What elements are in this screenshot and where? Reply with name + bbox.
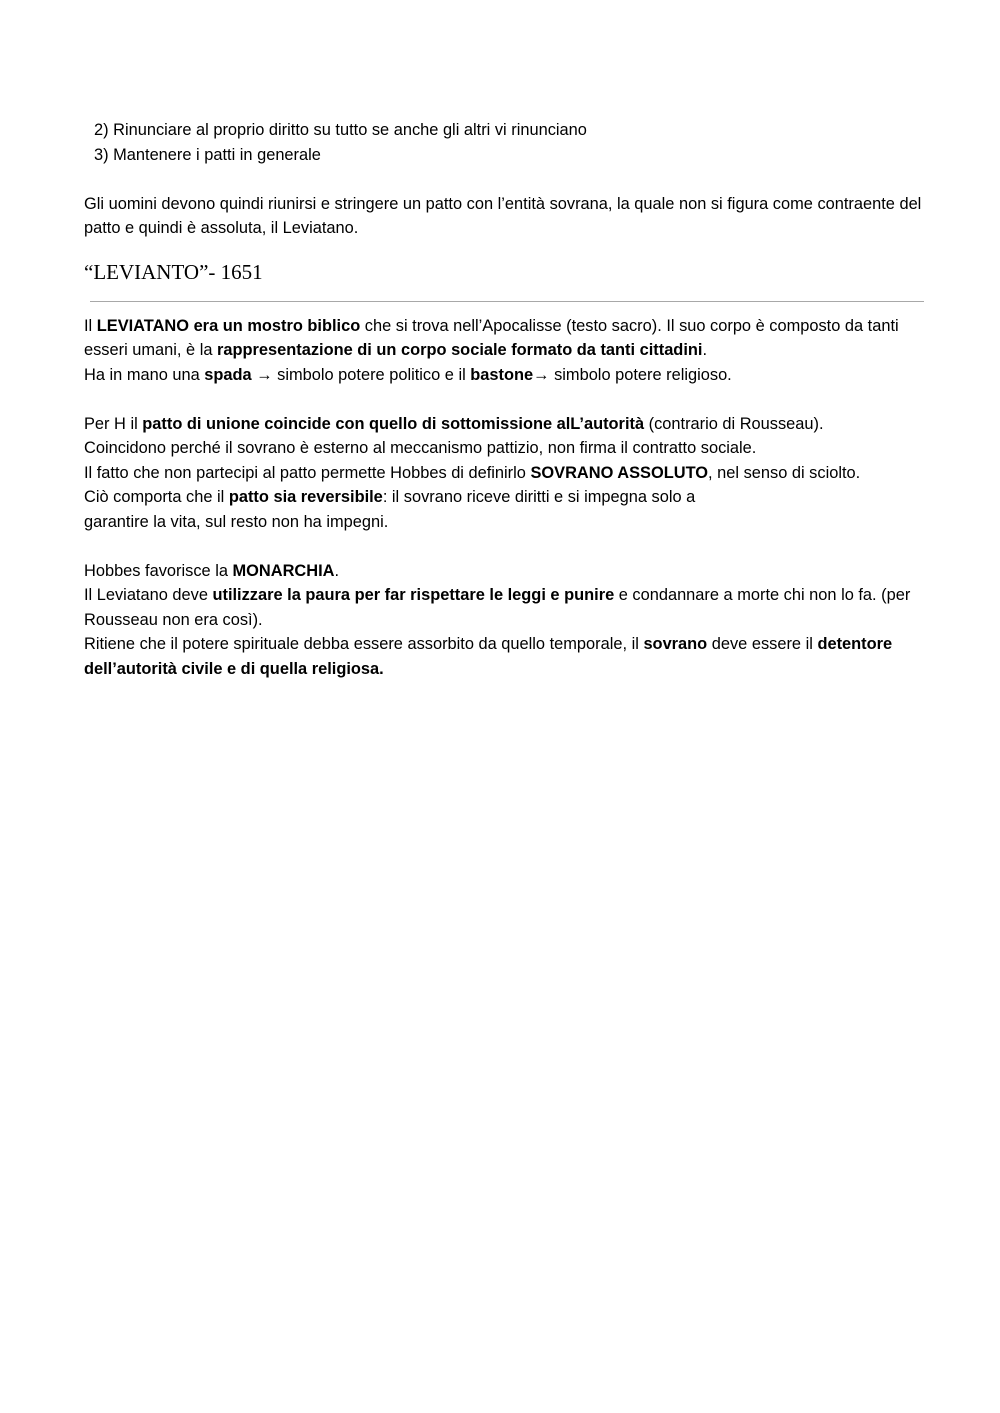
paragraph-patto-reversibile: Ciò comporta che il patto sia reversibile: il sovrano riceve diritti e si impegna solo a garantire la vita, sul resto non ha impegni. <box>84 488 696 531</box>
document-page <box>84 118 924 681</box>
paragraph-patto-unione: Per H il patto di unione coincide con quello di sottomissione alL’autorità (contrario di Rousseau). <box>84 414 824 433</box>
horizontal-rule <box>90 301 924 302</box>
paragraph-coincidono: Coincidono perché il sovrano è esterno al meccanismo pattizio, non firma il contratto sociale. <box>84 439 757 457</box>
paragraph-paura: Il Leviatano deve utilizzare la paura per far rispettare le leggi e punire e condannare a morte chi non lo fa. (per Rousseau non era così). <box>84 586 911 629</box>
paragraph-sovrano-assoluto: Il fatto che non partecipi al patto permette Hobbes di definirlo SOVRANO ASSOLUTO, nel senso di sciolto. <box>84 463 861 482</box>
paragraph-symbols: Ha in mano una spada → simbolo potere politico e il bastone→ simbolo potere religioso. <box>84 365 732 384</box>
paragraph-monarchia: Hobbes favorisce la MONARCHIA. <box>84 561 340 580</box>
list-item: 2) Rinunciare al proprio diritto su tutto se anche gli altri vi rinunciano <box>94 121 587 139</box>
paragraph-leviatano: Il LEVIATANO era un mostro biblico che si trova nell’Apocalisse (testo sacro). Il suo corpo è composto da tanti esseri umani, è la rappresentazione di un corpo sociale formato da tanti cittadini. <box>84 316 899 359</box>
paragraph-potere-spirituale: Ritiene che il potere spirituale debba essere assorbito da quello temporale, il sovrano deve essere il detentore dell’autorità civile e di quella religiosa. <box>84 635 893 678</box>
list-item: 3) Mantenere i patti in generale <box>94 145 321 164</box>
intro-paragraph: Gli uomini devono quindi riunirsi e stringere un patto con l’entità sovrana, la quale non si figura come contraente del patto e quindi è assoluta, il Leviatano. <box>84 194 922 237</box>
numbered-list <box>84 118 924 167</box>
section-heading: “LEVIANTO”- 1651 <box>84 259 263 284</box>
